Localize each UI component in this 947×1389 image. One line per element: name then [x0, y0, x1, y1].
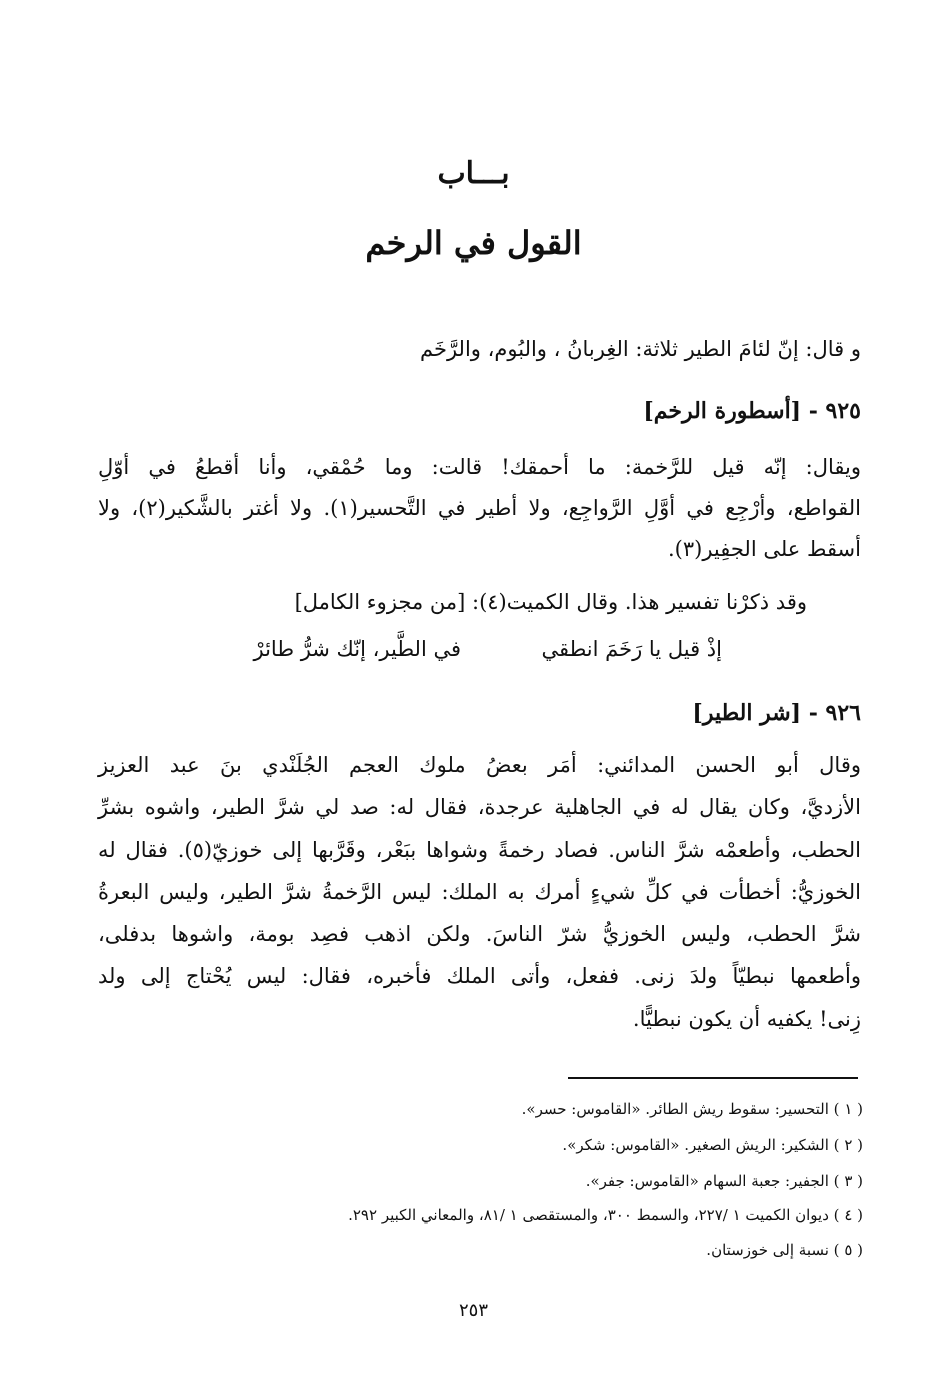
verse-second-hemistich: في الطَّير، إنّك شرُّ طائرْ	[253, 637, 461, 661]
footnote-separator	[568, 1077, 858, 1079]
intro-line: و قال: إنّ لئامَ الطير ثلاثة: الغِربانُ ، والبُوم، والرَّخَم	[420, 337, 861, 361]
paragraph-line: وقد ذكرْنا تفسير هذا. وقال الكميت(٤): [من مجزوء الكامل]	[294, 590, 807, 614]
chapter-title: القول في الرخم	[365, 224, 582, 262]
section-heading-926: ٩٢٦ - [شر الطير]	[692, 700, 861, 726]
paragraph-line: أسقط على الجفِير(٣).	[667, 537, 861, 561]
verse-first-hemistich: إذْ قيل يا رَخَمَ انطقي	[541, 637, 722, 661]
footnote: ( ٢ ) الشكير: الريش الصغير. «القاموس: شكر».	[562, 1136, 863, 1154]
footnote: ( ١ ) التحسير: سقوط ريش الطائر. «القاموس: حسر».	[521, 1100, 863, 1118]
chapter-label: بـــاب	[437, 156, 510, 191]
paragraph-line: وقال أبو الحسن المدائني: أمَر بعضُ ملوك العجم الجُلَنْدي بنَ عبد العزيز	[98, 753, 861, 777]
footnote: ( ٣ ) الجفير: جعبة السهام «القاموس: جفر».	[585, 1172, 863, 1190]
paragraph-line: الأزديَّ، وكان يقال له في الجاهلية عرجدة، فقال له: صد لي شرَّ الطير، واشوه بشرِّ	[98, 795, 861, 819]
paragraph-line: ويقال: إنّه قيل للرَّخمة: ما أحمقك! قالت: وما حُمْقي، وأنا أقطعُ في أوّلِ	[98, 455, 861, 479]
paragraph-line: وأطعمها نبطيّاً ولدَ زنى. ففعل، وأتى الملك فأخبره، فقال: ليس يُحْتاج إلى ولد	[98, 964, 861, 988]
paragraph-line: الخوزيُّ: أخطأت في كلِّ شيءٍ أمرك به الملك: ليس الرَّخمةُ شرَّ الطير، وليس البعرةُ	[98, 880, 861, 904]
paragraph-line: زِنى! يكفيه أن يكون نبطيًّا.	[632, 1007, 861, 1031]
section-heading-925: ٩٢٥ - [أسطورة الرخم]	[643, 398, 861, 424]
footnote: ( ٤ ) ديوان الكميت ١ /٢٢٧، والسمط ٣٠٠، والمستقصى ١ /٨١، والمعاني الكبير ٢٩٢.	[348, 1206, 863, 1224]
footnote: ( ٥ ) نسبة إلى خوزستان.	[706, 1241, 863, 1259]
paragraph-line: شرَّ الحطب، وليس الخوزيُّ شرّ الناسَ. ولكن اذهب فصِد بومة، واشوها بدفلى،	[98, 922, 861, 946]
page-number: ٢٥٣	[458, 1300, 488, 1321]
paragraph-line: الحطب، وأطعمْه شرَّ الناس. فصاد رخمةً وشواها ببَعْر، وقَرَّبها إلى خوزيّ(٥). فقال له	[98, 838, 861, 862]
paragraph-line: القواطع، وأرْجِع في أوَّلِ الرَّواجِع، ولا أطير في التَّحسير(١). ولا أغتر بالشَّكير(٢)، ولا	[98, 496, 862, 520]
